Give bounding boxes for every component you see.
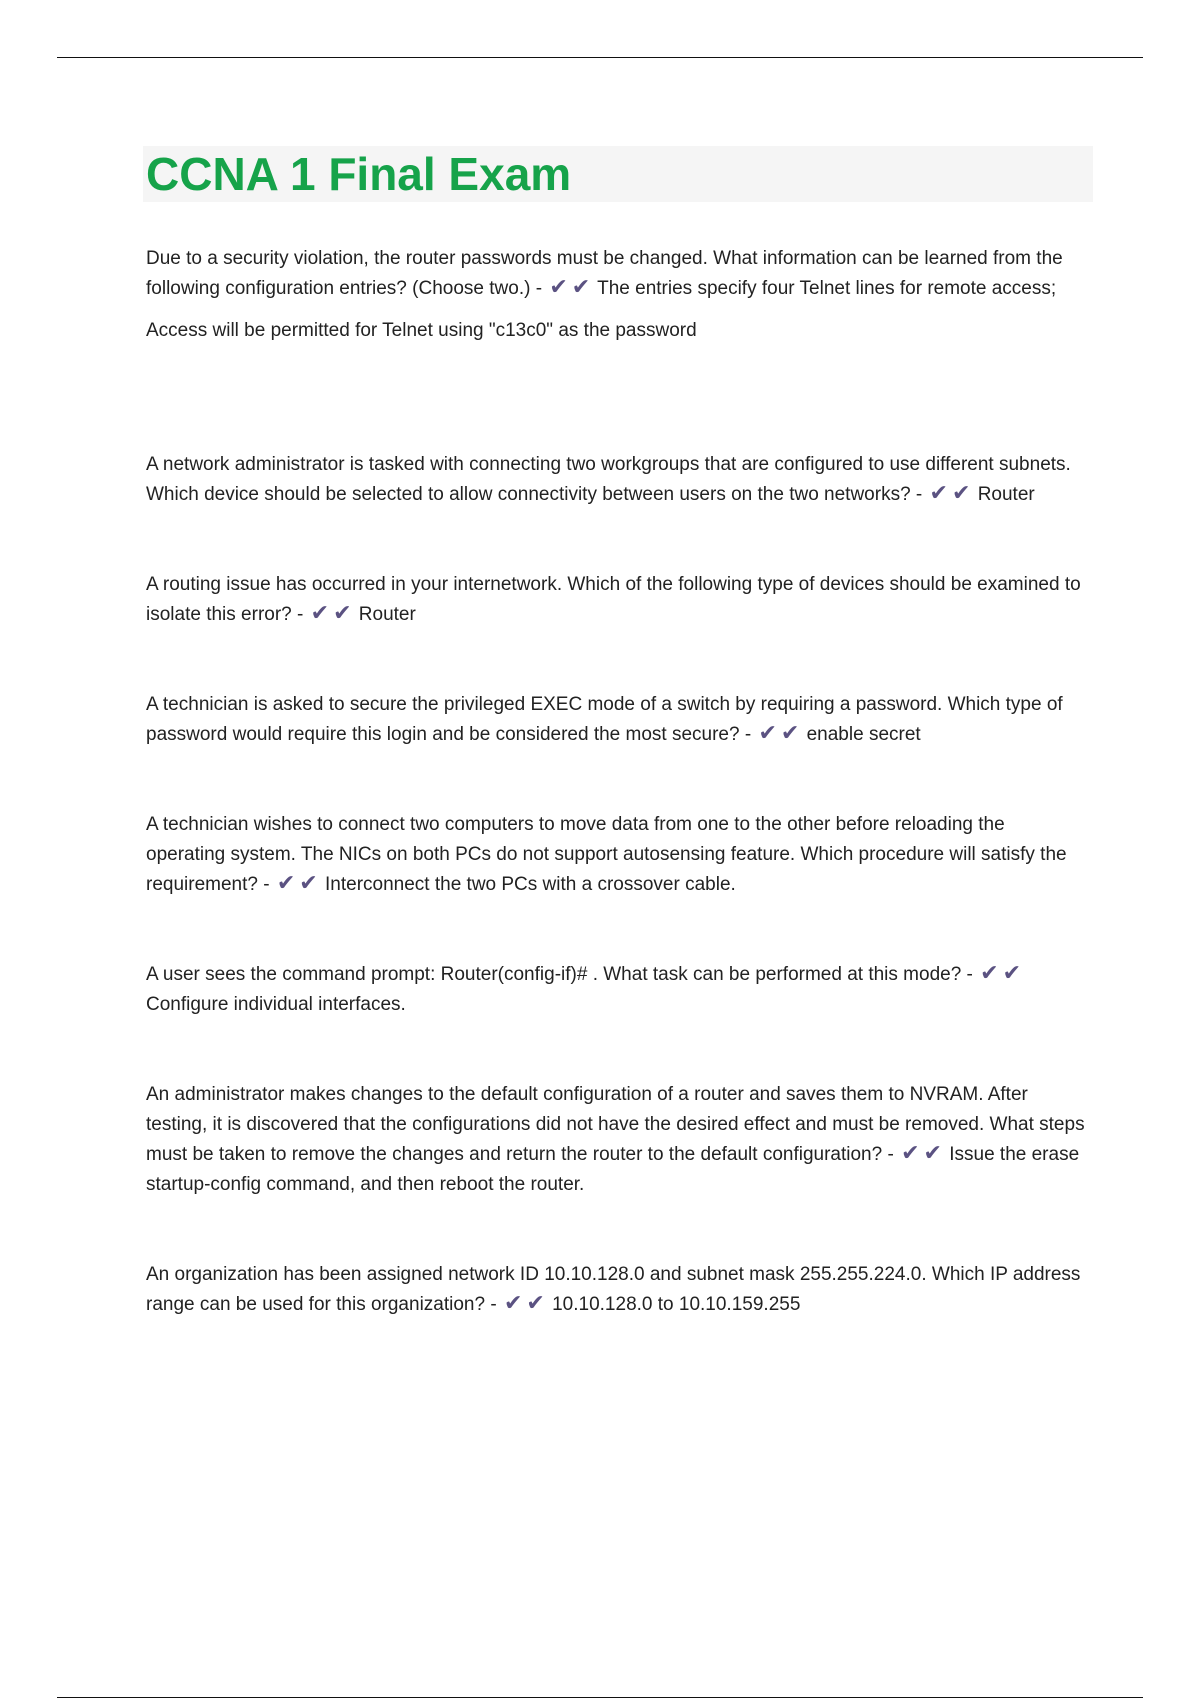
check-mark-icon: ✔ (503, 1290, 523, 1315)
answer-text: Router (358, 604, 416, 625)
check-mark-icon: ✔ (951, 480, 971, 505)
question-text: A routing issue has occurred in your internetwork. Which of the following type of devices should be examined to isolate this error? - (146, 574, 1081, 625)
check-mark-icon: ✔ (299, 870, 318, 895)
qa-item-2 (146, 450, 1086, 510)
check-mark-icon: ✔ (929, 480, 948, 505)
question-text: An administrator makes changes to the default configuration of a router and saves them to NVRAM. After testing, it is discovered that the configurations did not have the desired effect and must be removed. What steps must be taken to remove the changes and return the router to the default configuration? - (146, 1084, 1085, 1165)
question-text: A user sees the command prompt: Router(config-if)# . What task can be performed at this mode? - (146, 964, 973, 985)
qa-item-3 (146, 570, 1086, 630)
question-text: A technician is asked to secure the privileged EXEC mode of a switch by requiring a password. Which type of password would require this login and be considered the most secure? - (146, 694, 1063, 745)
answer-text: Configure individual interfaces. (146, 994, 406, 1015)
check-mark-icon: ✔ (758, 720, 777, 745)
answer-text: 10.10.128.0 to 10.10.159.255 (552, 1294, 801, 1315)
qa-item-4 (146, 690, 1086, 750)
check-mark-icon: ✔ (923, 1140, 942, 1165)
qa-item-7 (146, 1080, 1086, 1200)
check-mark-icon: ✔ (571, 274, 591, 299)
check-mark-icon: ✔ (333, 600, 352, 625)
check-mark-icon: ✔ (276, 870, 296, 895)
qa-item-5 (146, 810, 1086, 900)
check-mark-icon: ✔ (901, 1140, 920, 1165)
answer-text: Router (977, 484, 1035, 505)
check-mark-icon: ✔ (549, 274, 568, 299)
qa-item-1 (146, 244, 1086, 304)
check-mark-icon: ✔ (310, 600, 330, 625)
bottom-rule (57, 1697, 1143, 1698)
answer-text: Interconnect the two PCs with a crossover cable. (325, 874, 736, 895)
qa-list (146, 244, 1086, 1320)
qa-item-6 (146, 960, 1086, 1020)
check-mark-icon: ✔ (526, 1290, 545, 1315)
answer-text: enable secret (806, 724, 921, 745)
question-text: An organization has been assigned network ID 10.10.128.0 and subnet mask 255.255.224.0. Which IP address range can be used for this organization? - (146, 1264, 1081, 1315)
qa-item-1-extra: Access will be permitted for Telnet using "c13c0" as the password (146, 320, 697, 341)
answer-text: The entries specify four Telnet lines for remote access; (597, 278, 1057, 299)
check-mark-icon: ✔ (980, 960, 999, 985)
qa-item-8 (146, 1260, 1086, 1320)
question-text: Due to a security violation, the router passwords must be changed. What information can be learned from the following configuration entries? (Choose two.) - (146, 248, 1063, 299)
page-title: CCNA 1 Final Exam (146, 148, 572, 200)
answer-text: Issue the erase startup-config command, and then reboot the router. (146, 1144, 1080, 1195)
check-mark-icon: ✔ (1002, 960, 1022, 985)
check-mark-icon: ✔ (780, 720, 800, 745)
top-rule (57, 57, 1143, 58)
question-text: A network administrator is tasked with connecting two workgroups that are configured to use different subnets. Which device should be selected to allow connectivity between users on the two networks? - (146, 454, 1071, 505)
question-text: A technician wishes to connect two computers to move data from one to the other before reloading the operating system. The NICs on both PCs do not support autosensing feature. Which procedure will satisfy the requirement? - (146, 814, 1067, 895)
